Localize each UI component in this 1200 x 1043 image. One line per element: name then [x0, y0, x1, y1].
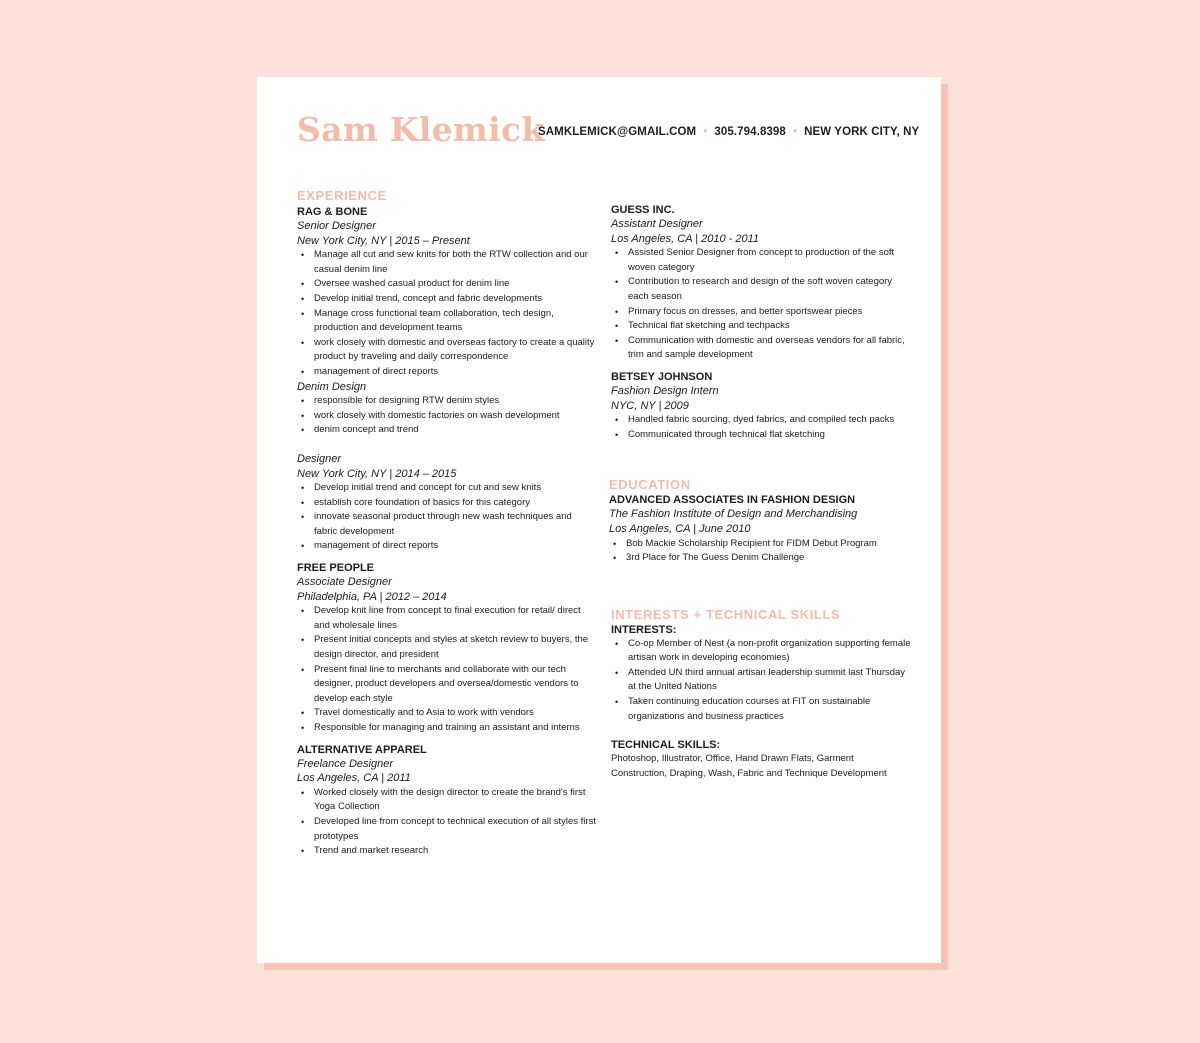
contact-location: NEW YORK CITY, NY	[804, 126, 920, 138]
list-item: • Contribution to research and design of the soft woven category each season	[611, 275, 911, 304]
list-item: • Primary focus on dresses, and better sportswear pieces	[611, 305, 911, 320]
left-column	[297, 187, 597, 859]
list-item: • denim concept and trend	[297, 423, 597, 438]
list-item: • Developed line from concept to technical execution of all styles first prototypes	[297, 815, 597, 844]
right-column	[611, 203, 911, 781]
list-item: • Present initial concepts and styles at sketch review to buyers, the design director, and president	[297, 633, 597, 662]
job-bullets	[297, 481, 597, 554]
list-item: • Communicated through technical flat sketching	[611, 428, 911, 443]
contact-phone: 305.794.8398	[714, 126, 786, 138]
skills-label: TECHNICAL SKILLS:	[611, 739, 721, 752]
section-title-experience: EXPERIENCE	[297, 188, 387, 203]
contact-line	[538, 126, 920, 138]
job-guess	[611, 203, 911, 363]
list-item: • Travel domestically and to Asia to work with vendors	[297, 706, 597, 721]
job-role: Denim Design	[297, 380, 367, 393]
list-item: • Manage all cut and sew knits for both the RTW collection and our casual denim line	[297, 248, 597, 277]
section-title-interests: INTERESTS + TECHNICAL SKILLS	[611, 606, 841, 622]
list-item: • management of direct reports	[297, 539, 597, 554]
job-rag-bone	[297, 205, 597, 554]
school: The Fashion Institute of Design and Merchandising	[609, 508, 858, 521]
list-item: • management of direct reports	[297, 365, 597, 380]
list-item: • Communication with domestic and overseas vendors for all fabric, trim and sample development	[611, 334, 911, 363]
job-free-people	[297, 561, 597, 736]
job-bullets	[297, 394, 597, 438]
list-item: • Oversee washed casual product for denim line	[297, 277, 597, 292]
job-location: New York City, NY | 2015 – Present	[297, 234, 470, 247]
list-item: • Manage cross functional team collaboration, tech design, production and development teams	[297, 307, 597, 336]
job-role: Designer	[297, 452, 342, 465]
separator-dot-icon: •	[703, 126, 708, 138]
job-location: Los Angeles, CA | 2010 - 2011	[611, 232, 759, 245]
contact-email: SAMKLEMICK@GMAIL.COM	[538, 126, 697, 138]
job-betsey-johnson	[611, 370, 911, 442]
interests-bullets	[611, 637, 911, 725]
education-section	[609, 476, 911, 565]
job-alternative-apparel	[297, 743, 597, 859]
interests-section	[611, 606, 911, 782]
job-company: GUESS INC.	[611, 204, 675, 216]
list-item: • Trend and market research	[297, 844, 597, 859]
job-bullets	[611, 413, 911, 442]
list-item: • Co-op Member of Nest (a non-profit organization supporting female artisan work in developing economies)	[611, 637, 911, 666]
list-item: • Develop initial trend and concept for cut and sew knits	[297, 481, 597, 496]
job-location: NYC, NY | 2009	[611, 399, 689, 412]
job-location: Los Angeles, CA | 2011	[297, 772, 411, 785]
job-bullets	[297, 786, 597, 859]
job-role: Senior Designer	[297, 220, 376, 232]
list-item: • Develop initial trend, concept and fabric developments	[297, 292, 597, 307]
list-item: • Develop knit line from concept to final execution for retail/ direct and wholesale lines	[297, 604, 597, 633]
list-item: • establish core foundation of basics for this category	[297, 496, 597, 511]
job-bullets	[297, 248, 597, 379]
list-item: • work closely with domestic and overseas factory to create a quality product by traveling and daily correspondence	[297, 336, 597, 365]
education-bullets	[609, 537, 911, 566]
job-company: BETSEY JOHNSON	[611, 370, 713, 383]
job-location: New York City, NY | 2014 – 2015	[297, 467, 457, 480]
section-title-education: EDUCATION	[609, 477, 691, 493]
list-item: • Assisted Senior Designer from concept to production of the soft woven category	[611, 246, 911, 275]
list-item: • Responsible for managing and training an assistant and interns	[297, 721, 597, 736]
list-item: • 3rd Place for The Guess Denim Challenge	[609, 551, 911, 566]
resume-name: Sam Klemick	[297, 110, 545, 149]
resume-page	[257, 77, 941, 963]
list-item: • Taken continuing education courses at FIT on sustainable organizations and business practices	[611, 695, 911, 724]
education-location: Los Angeles, CA | June 2010	[609, 522, 751, 535]
list-item: • responsible for designing RTW denim styles	[297, 394, 597, 409]
job-role: Freelance Designer	[297, 757, 393, 770]
degree: ADVANCED ASSOCIATES IN FASHION DESIGN	[609, 494, 856, 507]
job-company: FREE PEOPLE	[297, 562, 375, 575]
list-item: • Handled fabric sourcing, dyed fabrics, and compiled tech packs	[611, 413, 911, 428]
job-role: Associate Designer	[297, 576, 392, 589]
list-item: • Technical flat sketching and techpacks	[611, 319, 911, 334]
list-item: • Attended UN third annual artisan leadership summit last Thursday at the United Nations	[611, 666, 911, 695]
job-company: ALTERNATIVE APPAREL	[297, 743, 427, 756]
list-item: • work closely with domestic factories on wash development	[297, 409, 597, 424]
job-bullets	[611, 246, 911, 363]
job-role: Assistant Designer	[611, 218, 703, 230]
interests-label: INTERESTS:	[611, 623, 677, 636]
separator-dot-icon: •	[792, 126, 798, 138]
job-location: Philadelphia, PA | 2012 – 2014	[297, 590, 447, 603]
list-item: • Present final line to merchants and collaborate with our tech designer, product developers and oversea/domestic vendors to develop each style	[297, 663, 597, 707]
job-bullets	[297, 604, 597, 735]
list-item: • innovate seasonal product through new wash techniques and fabric development	[297, 510, 597, 539]
skills-text: Photoshop, Illustrator, Office, Hand Drawn Flats, Garment Construction, Draping, Wash, Fabric and Technique Development	[611, 753, 887, 779]
list-item: • Bob Mackie Scholarship Recipient for FIDM Debut Program	[609, 537, 911, 552]
job-role: Fashion Design Intern	[611, 384, 719, 397]
job-company: RAG & BONE	[297, 206, 368, 218]
list-item: • Worked closely with the design director to create the brand's first Yoga Collection	[297, 786, 597, 815]
